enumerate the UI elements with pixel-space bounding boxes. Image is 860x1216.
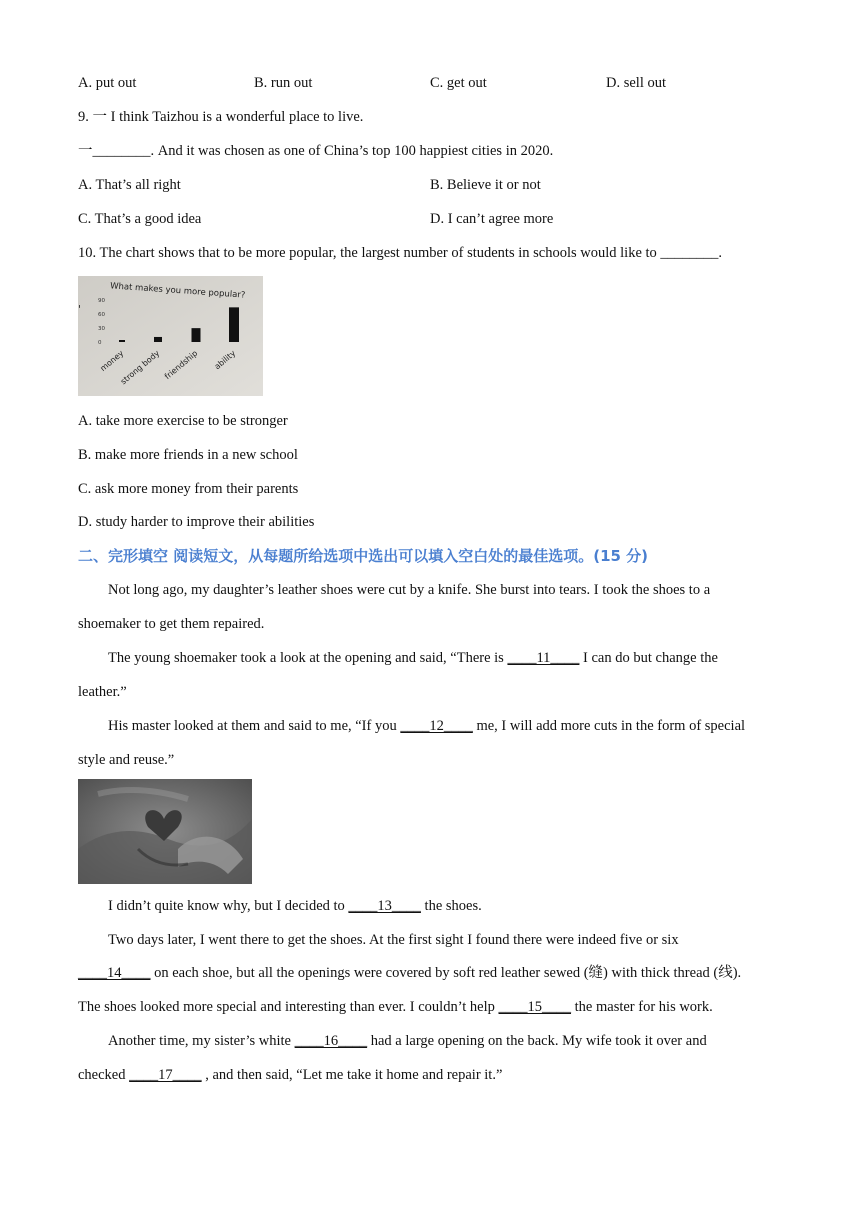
passage-text: His master looked at them and said to me, “If you: [108, 718, 401, 734]
y-tick-label: 30: [98, 326, 105, 332]
blank-13[interactable]: ____13____: [348, 898, 421, 914]
passage-p5-line2: [78, 963, 741, 983]
q10-stem: 10. The chart shows that to be more popular, the largest number of students in schools would like to ________.: [78, 245, 723, 261]
blank-16[interactable]: ____16____: [294, 1033, 368, 1049]
bar-strong-body: [154, 337, 162, 342]
blank-17[interactable]: ____17____: [129, 1067, 202, 1083]
y-tick-label: 90: [98, 298, 105, 304]
passage-text: had a large opening on the back. My wife took it over and: [367, 1033, 707, 1049]
passage-p3-line1: [108, 716, 745, 736]
passage-text: The shoes looked more special and interesting than ever. I couldn’t help: [78, 999, 499, 1015]
y-tick-label: 60: [98, 312, 105, 318]
q8-option-d[interactable]: D. sell out: [606, 75, 667, 91]
q10-option-c[interactable]: C. ask more money from their parents: [78, 481, 299, 497]
passage-text: The young shoemaker took a look at the opening and said, “There is: [108, 650, 508, 666]
y-tick-label: 0: [98, 340, 102, 346]
shoe-photo: [78, 779, 252, 884]
passage-p1-line2: shoemaker to get them repaired.: [78, 616, 265, 632]
svg-text:': ': [78, 303, 82, 316]
popularity-bar-chart: [78, 276, 263, 396]
q9-option-d[interactable]: D. I can’t agree more: [430, 211, 554, 227]
bar-ability: [229, 307, 239, 342]
blank-15[interactable]: ____15____: [498, 999, 572, 1015]
q8-option-a[interactable]: A. put out: [78, 75, 137, 91]
x-tick-label: strong body: [118, 348, 162, 387]
bar-friendship: [192, 328, 201, 342]
passage-p4: [108, 896, 482, 916]
passage-text: , and then said, “Let me take it home and repair it.”: [201, 1067, 503, 1083]
q9-reply: 一________. And it was chosen as one of China’s top 100 happiest cities in 2020.: [78, 143, 554, 159]
q10-option-b[interactable]: B. make more friends in a new school: [78, 447, 298, 463]
passage-p3-line2: style and reuse.”: [78, 752, 175, 768]
x-tick-label: money: [98, 348, 126, 374]
q8-option-b[interactable]: B. run out: [254, 75, 313, 91]
passage-text: I can do but change the: [579, 650, 718, 666]
q9-option-c[interactable]: C. That’s a good idea: [78, 211, 202, 227]
q9-stem: 9. 一 I think Taizhou is a wonderful place to live.: [78, 109, 364, 125]
blank-12[interactable]: ____12____: [400, 718, 473, 734]
passage-p2-line1: [108, 648, 718, 668]
chart-photo: [78, 276, 263, 396]
q10-option-d[interactable]: D. study harder to improve their abilities: [78, 514, 315, 530]
passage-p1-line1: Not long ago, my daughter’s leather shoes were cut by a knife. She burst into tears. I took the shoes to a: [108, 582, 711, 598]
q8-option-c[interactable]: C. get out: [430, 75, 487, 91]
x-tick-label: friendship: [162, 348, 200, 382]
passage-p5-line1: Two days later, I went there to get the shoes. At the first sight I found there were indeed five or six: [108, 932, 679, 948]
passage-text: Another time, my sister’s white: [108, 1033, 295, 1049]
passage-text: on each shoe, but all the openings were covered by soft red leather sewed (缝) with thick thread (线).: [150, 965, 742, 981]
q10-option-a[interactable]: A. take more exercise to be stronger: [78, 413, 288, 429]
blank-11[interactable]: ____11____: [507, 650, 580, 666]
passage-text: the master for his work.: [571, 999, 713, 1015]
passage-text: me, I will add more cuts in the form of special: [472, 718, 746, 734]
passage-p6-line1: [108, 1031, 707, 1051]
blank-14[interactable]: ____14____: [78, 965, 151, 981]
q9-option-b[interactable]: B. Believe it or not: [430, 177, 541, 193]
passage-text: the shoes.: [420, 898, 482, 914]
chart-title: What makes you more popular?: [109, 281, 246, 301]
passage-p2-line2: leather.”: [78, 684, 127, 700]
passage-p5-line3: [78, 997, 713, 1017]
section2-heading: 二、完形填空 阅读短文，从每题所给选项中选出可以填入空白处的最佳选项。(15 分): [78, 547, 649, 565]
passage-text: checked: [78, 1067, 130, 1083]
x-tick-label: ability: [212, 348, 238, 372]
bar-money: [119, 340, 125, 342]
passage-text: I didn’t quite know why, but I decided to: [108, 898, 349, 914]
q9-option-a[interactable]: A. That’s all right: [78, 177, 181, 193]
passage-p6-line2: [78, 1065, 502, 1085]
shoe-photo-graphic: [78, 779, 252, 884]
